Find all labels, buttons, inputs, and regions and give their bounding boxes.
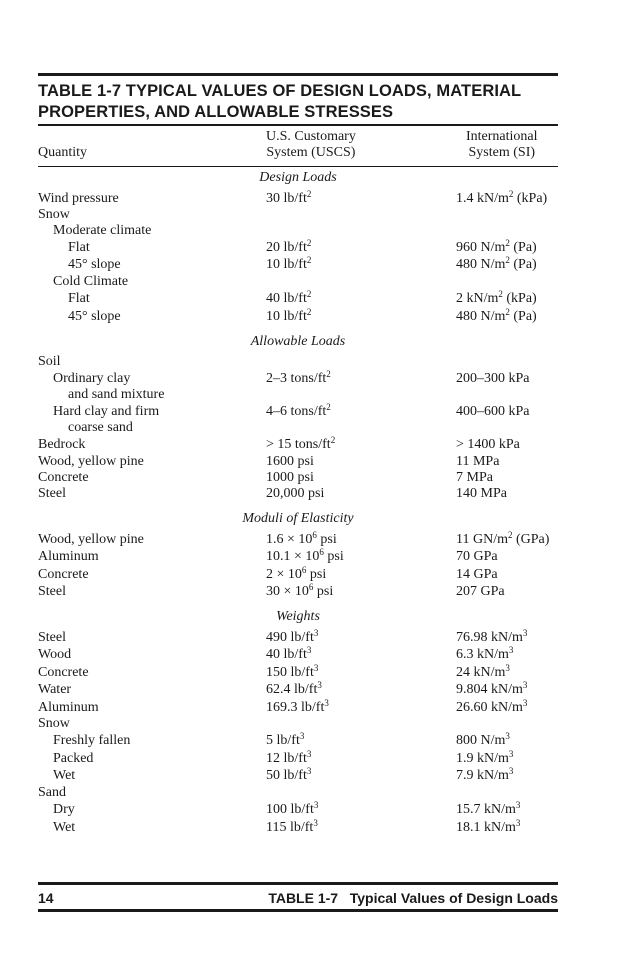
table-row: Moderate climate bbox=[53, 223, 152, 238]
table-row: Aluminum $10.1 \times 10^6$ psi 70 GPa bbox=[38, 547, 498, 564]
column-header-uscs: U.S. Customary System (USCS) bbox=[266, 129, 356, 160]
table-row: Sand bbox=[38, 785, 66, 800]
column-header-quantity: Quantity bbox=[38, 145, 87, 160]
table-row: 45° slope 10 $lb/ft^2$ 480 $N/m^2$ (Pa) bbox=[68, 307, 537, 324]
table-row: Snow bbox=[38, 716, 70, 731]
table-row: Concrete 150 $lb/ft^3$ 24 $kN/m^3$ bbox=[38, 663, 510, 680]
table-row: Soil bbox=[38, 354, 61, 369]
table-row: 45° slope 10 $lb/ft^2$ 480 $N/m^2$ (Pa) bbox=[68, 255, 537, 272]
table-row: Concrete 1000 psi 7 MPa bbox=[38, 470, 493, 485]
column-header-si: International System (SI) bbox=[466, 129, 538, 160]
table-row: Cold Climate bbox=[53, 274, 129, 289]
section-weights: Weights bbox=[276, 609, 320, 624]
table-row: Wood, yellow pine $1.6 \times 10^6$ psi 11 $GN/m^2$ (GPa) bbox=[38, 530, 550, 547]
table-row: Hard clay and firm 4–6 tons/$ft^2$ 400–600 kPa bbox=[53, 402, 530, 419]
table-row: Dry 100 $lb/ft^3$ 15.7 $kN/m^3$ bbox=[53, 800, 521, 817]
header-rule bbox=[38, 166, 558, 167]
table-row: Bedrock > 15 tons/$ft^2$ > 1400 kPa bbox=[38, 435, 520, 452]
table-row: Wood, yellow pine 1600 psi 11 MPa bbox=[38, 454, 500, 469]
section-moduli-of-elasticity: Moduli of Elasticity bbox=[242, 511, 354, 526]
table-row: Ordinary clay 2–3 tons/$ft^2$ 200–300 kPa bbox=[53, 369, 530, 386]
footer-rule bbox=[38, 882, 558, 885]
table-row: Steel 20,000 psi 140 MPa bbox=[38, 486, 507, 501]
table-row: Steel $30 \times 10^6$ psi 207 GPa bbox=[38, 582, 505, 599]
page-number: 14 bbox=[38, 890, 54, 906]
table-row: Flat 40 $lb/ft^2$ 2 $kN/m^2$ (kPa) bbox=[68, 289, 537, 306]
table-row: Packed 12 $lb/ft^3$ 1.9 $kN/m^3$ bbox=[53, 749, 514, 766]
footer-bottom-rule bbox=[38, 909, 558, 912]
table-row: Wood 40 $lb/ft^3$ 6.3 $kN/m^3$ bbox=[38, 645, 514, 662]
section-allowable-loads: Allowable Loads bbox=[250, 334, 346, 349]
section-design-loads: Design Loads bbox=[259, 170, 337, 185]
table-row: Aluminum 169.3 $lb/ft^3$ 26.60 $kN/m^3$ bbox=[38, 698, 528, 715]
table-row: Wet 115 $lb/ft^3$ 18.1 $kN/m^3$ bbox=[53, 818, 521, 835]
table-title: TABLE 1-7 TYPICAL VALUES OF DESIGN LOADS, MATERIAL PROPERTIES, AND ALLOWABLE STRESSES bbox=[38, 82, 521, 121]
table-row: coarse sand bbox=[68, 420, 133, 435]
table-row: Snow bbox=[38, 207, 70, 222]
table-row: Steel 490 $lb/ft^3$ 76.98 $kN/m^3$ bbox=[38, 628, 528, 645]
top-rule bbox=[38, 73, 558, 76]
table-row: Water 62.4 $lb/ft^3$ 9.804 $kN/m^3$ bbox=[38, 680, 528, 697]
table-row: and sand mixture bbox=[68, 387, 165, 402]
table-row: Wind pressure 30 $lb/ft^2$ 1.4 $kN/m^2$ (kPa) bbox=[38, 189, 548, 206]
table-row: Concrete $2 \times 10^6$ psi 14 GPa bbox=[38, 565, 498, 582]
table-row: Wet 50 $lb/ft^3$ 7.9 $kN/m^3$ bbox=[53, 766, 514, 783]
running-title: TABLE 1-7 Typical Values of Design Loads bbox=[268, 890, 558, 906]
table-row: Flat 20 $lb/ft^2$ 960 $N/m^2$ (Pa) bbox=[68, 238, 537, 255]
table-row: Freshly fallen 5 $lb/ft^3$ 800 $N/m^3$ bbox=[53, 731, 510, 748]
title-rule bbox=[38, 124, 558, 126]
